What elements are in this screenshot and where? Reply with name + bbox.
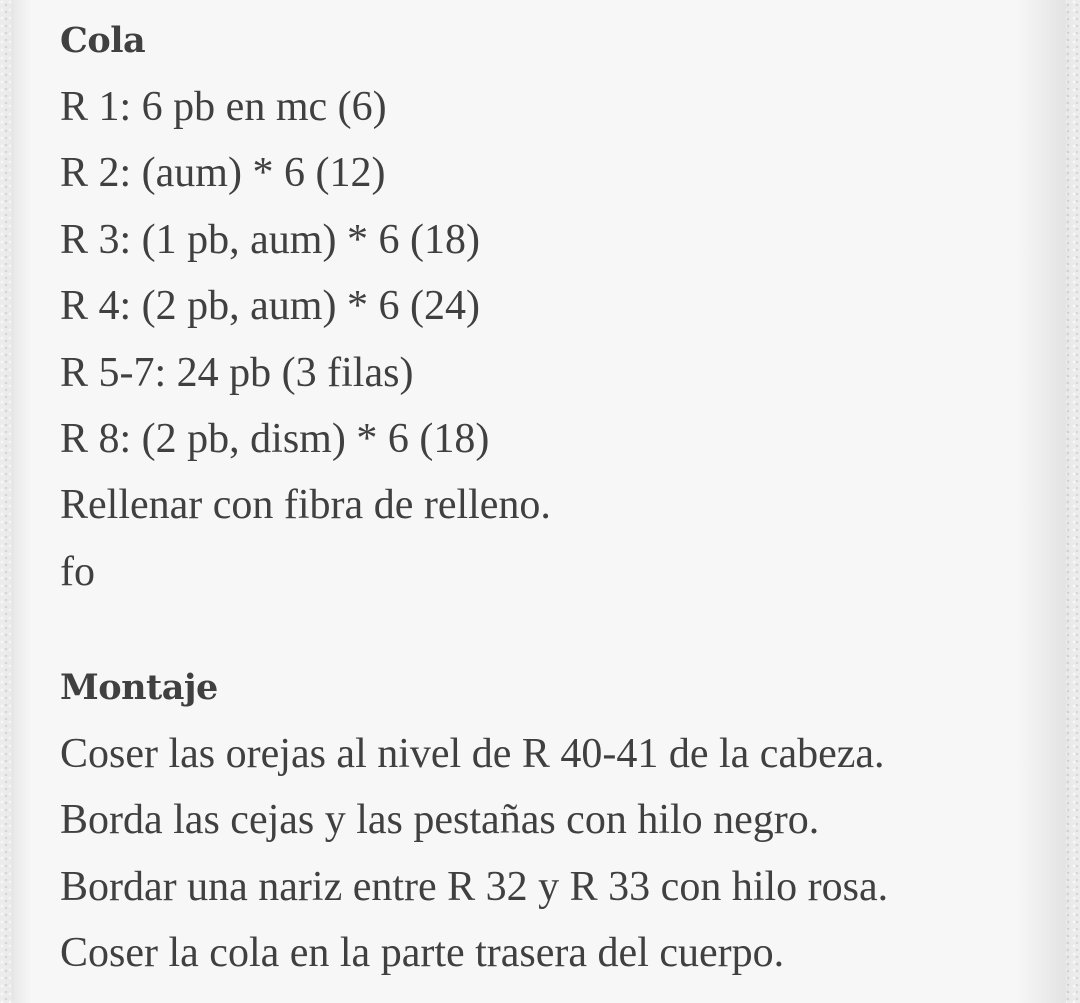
instruction-line: R 1: 6 pb en mc (6) (60, 84, 387, 130)
document-page (14, 0, 1066, 1003)
document-content (60, 16, 1026, 978)
instruction-list-montaje (60, 729, 1026, 978)
section-title-cola: Cola (60, 20, 146, 61)
instruction-line: R 8: (2 pb, dism) * 6 (18) (60, 415, 490, 462)
instruction-line: R 2: (aum) * 6 (12) (60, 150, 386, 197)
instruction-line: Rellenar con fibra de relleno. (60, 482, 551, 529)
instruction-line: fo (60, 548, 95, 595)
section-title-montaje: Montaje (60, 666, 218, 708)
instruction-list-cola (60, 82, 1026, 597)
section-montaje (60, 663, 1026, 978)
instruction-line: Coser las orejas al nivel de R 40-41 de la cabeza. (60, 730, 885, 777)
instruction-line: R 4: (2 pb, aum) * 6 (24) (60, 283, 480, 330)
page-left-shade (14, 0, 32, 1003)
instruction-line: R 5-7: 24 pb (3 filas) (60, 349, 414, 396)
instruction-line: Coser la cola en la parte trasera del cuerpo. (60, 929, 785, 976)
instruction-line: Bordar una nariz entre R 32 y R 33 con hilo rosa. (60, 863, 889, 910)
instruction-line: Borda las cejas y las pestañas con hilo negro. (60, 797, 820, 844)
instruction-line: R 3: (1 pb, aum) * 6 (18) (60, 216, 480, 263)
section-cola (60, 16, 1026, 597)
